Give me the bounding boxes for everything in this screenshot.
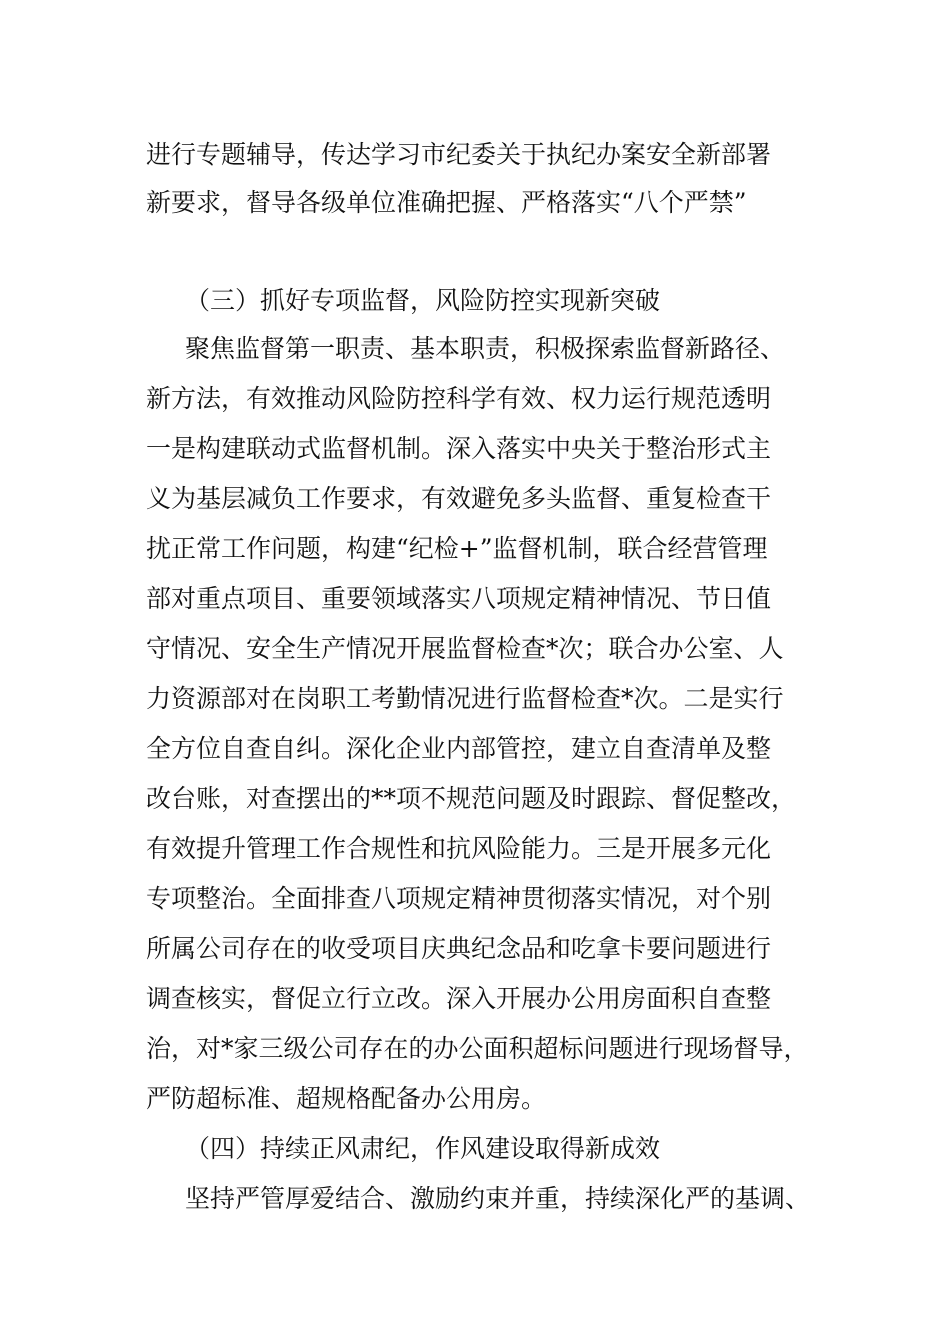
paragraph-line: 治，对*家三级公司存在的办公面积超标问题进行现场督导， xyxy=(146,1034,809,1063)
paragraph-line: 一是构建联动式监督机制。深入落实中央关于整治形式主 xyxy=(146,434,772,463)
paragraph-line: 严防超标准、超规格配备办公用房。 xyxy=(146,1084,547,1113)
paragraph-line: 聚焦监督第一职责、基本职责，积极探索监督新路径、 xyxy=(185,334,786,363)
paragraph-line: 有效提升管理工作合规性和抗风险能力。三是开展多元化 xyxy=(146,834,772,863)
section-heading-3: （三）抓好专项监督，风险防控实现新突破 xyxy=(185,286,661,315)
paragraph-line: 专项整治。全面排查八项规定精神贯彻落实情况，对个别 xyxy=(146,884,772,913)
paragraph-line: 力资源部对在岗职工考勤情况进行监督检查*次。二是实行 xyxy=(146,684,784,713)
paragraph-line: 守情况、安全生产情况开展监督检查*次；联合办公室、人 xyxy=(146,634,784,663)
paragraph-line: 改台账，对查摆出的**项不规范问题及时跟踪、督促整改， xyxy=(146,784,797,813)
paragraph-line: 扰正常工作问题，构建“纪检+”监督机制，联合经营管理 xyxy=(146,534,768,563)
paragraph-line: 调查核实，督促立行立改。深入开展办公用房面积自查整 xyxy=(146,984,772,1013)
paragraph-line: 部对重点项目、重要领域落实八项规定精神情况、节日值 xyxy=(146,584,772,613)
paragraph-line: 新要求，督导各级单位准确把握、严格落实“八个严禁” xyxy=(146,188,747,217)
paragraph-line: 坚持严管厚爱结合、激励约束并重，持续深化严的基调、 xyxy=(185,1184,811,1213)
paragraph-line: 进行专题辅导，传达学习市纪委关于执纪办案安全新部署 xyxy=(146,140,772,169)
section-heading-4: （四）持续正风肃纪，作风建设取得新成效 xyxy=(185,1134,661,1163)
paragraph-line: 新方法，有效推动风险防控科学有效、权力运行规范透明 xyxy=(146,384,772,413)
paragraph-line: 所属公司存在的收受项目庆典纪念品和吃拿卡要问题进行 xyxy=(146,934,772,963)
paragraph-line: 全方位自查自纠。深化企业内部管控，建立自查清单及整 xyxy=(146,734,772,763)
paragraph-line: 义为基层减负工作要求，有效避免多头监督、重复检查干 xyxy=(146,484,772,513)
